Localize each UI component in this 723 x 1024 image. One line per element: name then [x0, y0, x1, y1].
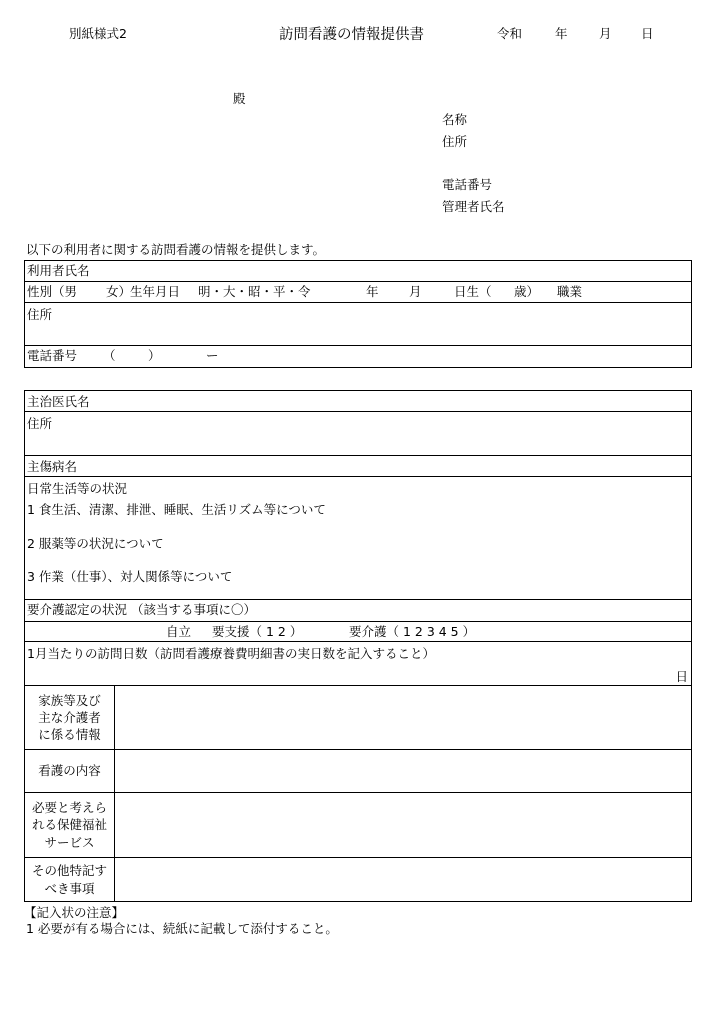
care-cert-care: 要介護（ 1 2 3 4 5 ）: [349, 624, 476, 639]
care-info-table: [24, 390, 692, 902]
family-info-label: 家族等及び 主な介護者 に係る情報: [25, 686, 115, 749]
occupation-label: 職業: [557, 284, 583, 299]
care-cert-row: [25, 600, 691, 622]
daily-item: 3 作業（仕事）、対人関係等について: [27, 569, 233, 584]
user-sex-birth-row: [25, 282, 691, 303]
birth-month: 月: [409, 284, 422, 299]
phone-dash: ー: [206, 348, 219, 363]
provider-manager-label: 管理者氏名: [442, 199, 505, 214]
doctor-name-label: 主治医氏名: [27, 394, 90, 409]
sex-female: 女）: [106, 284, 132, 299]
daily-life-label: 日常生活等の状況: [27, 481, 128, 496]
care-cert-support: 要支援（ 1 2 ）: [212, 624, 303, 639]
user-address-label: 住所: [27, 307, 53, 322]
family-info-row: [25, 686, 691, 750]
other-notes-row: [25, 858, 691, 901]
other-notes-value: [115, 858, 691, 901]
birth-year: 年: [366, 284, 379, 299]
care-cert-label: 要介護認定の状況 （該当する事項に〇）: [27, 602, 256, 617]
visit-days-unit: 日: [675, 669, 688, 684]
nursing-content-value: [115, 750, 691, 792]
age-label: 歳）: [514, 284, 540, 299]
phone-paren-close: ）: [148, 348, 161, 363]
intro-text: 以下の利用者に関する訪問看護の情報を提供します。: [26, 242, 326, 257]
disease-row: [25, 456, 691, 477]
care-cert-options-row: [25, 622, 691, 642]
date-day: 日: [641, 26, 654, 41]
birth-eras: 明・大・昭・平・令: [198, 284, 311, 299]
user-address-row: [25, 303, 691, 346]
family-info-value: [115, 686, 691, 749]
provider-phone-label: 電話番号: [442, 177, 493, 192]
addressee-suffix: 殿: [233, 91, 246, 106]
welfare-services-value: [115, 793, 691, 857]
nursing-content-row: [25, 750, 691, 793]
date-month: 月: [599, 26, 612, 41]
date-era: 令和: [497, 26, 523, 41]
daily-life-row: [25, 477, 691, 600]
notes-item: 1 必要が有る場合には、続紙に記載して添付すること。: [26, 921, 338, 936]
visit-days-label: 1月当たりの訪問日数（訪問看護療養費明細書の実日数を記入すること）: [27, 646, 435, 661]
user-phone-row: [25, 346, 691, 366]
doctor-address-label: 住所: [27, 416, 53, 431]
provider-name-label: 名称: [442, 112, 468, 127]
sex-label: 性別（男: [27, 284, 78, 299]
form-id: 別紙様式2: [69, 26, 127, 41]
visit-days-row: [25, 642, 691, 686]
provider-address-label: 住所: [442, 134, 468, 149]
disease-label: 主傷病名: [27, 459, 78, 474]
doctor-name-row: [25, 391, 691, 412]
user-phone-label: 電話番号: [27, 348, 78, 363]
document-title: 訪問看護の情報提供書: [279, 27, 424, 43]
phone-paren-open: （: [103, 348, 116, 363]
user-name-row: [25, 261, 691, 282]
date-year: 年: [555, 26, 568, 41]
other-notes-label: その他特記す べき事項: [25, 858, 115, 901]
welfare-services-row: [25, 793, 691, 858]
birth-day: 日生（: [454, 284, 492, 299]
user-name-label: 利用者氏名: [27, 263, 90, 278]
birth-label: 生年月日: [130, 284, 181, 299]
care-cert-independent: 自立: [166, 624, 192, 639]
daily-item: 2 服薬等の状況について: [27, 536, 164, 551]
notes-title: 【記入状の注意】: [24, 905, 125, 920]
nursing-content-label: 看護の内容: [25, 750, 115, 792]
user-info-table: [24, 260, 692, 368]
welfare-services-label: 必要と考えら れる保健福祉 サービス: [25, 793, 115, 857]
daily-item: 1 食生活、清潔、排泄、睡眠、生活リズム等について: [27, 502, 326, 517]
doctor-address-row: [25, 412, 691, 456]
